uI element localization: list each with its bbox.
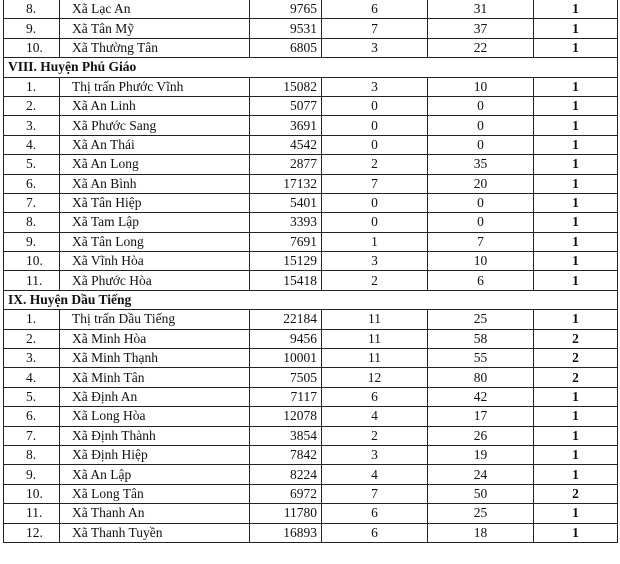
value-a-cell: 4 [322, 407, 428, 426]
grade-cell: 1 [534, 426, 618, 445]
population-cell: 2877 [250, 155, 322, 174]
value-a-cell: 0 [322, 116, 428, 135]
value-b-cell: 0 [428, 213, 534, 232]
commune-name: Xã Lạc An [60, 0, 250, 19]
row-number: 1. [4, 77, 60, 96]
grade-cell: 1 [534, 116, 618, 135]
commune-name: Xã Phước Hòa [60, 271, 250, 290]
value-a-cell: 4 [322, 465, 428, 484]
value-b-cell: 24 [428, 465, 534, 484]
grade-cell: 1 [534, 0, 618, 19]
value-a-cell: 0 [322, 135, 428, 154]
row-number: 8. [4, 445, 60, 464]
population-cell: 7842 [250, 445, 322, 464]
grade-cell: 1 [534, 19, 618, 38]
table-row [4, 252, 618, 271]
population-cell: 5077 [250, 96, 322, 115]
commune-name: Xã Tân Hiệp [60, 193, 250, 212]
value-b-cell: 42 [428, 387, 534, 406]
value-a-cell: 0 [322, 193, 428, 212]
table-row [4, 96, 618, 115]
value-b-cell: 0 [428, 135, 534, 154]
value-a-cell: 6 [322, 523, 428, 542]
population-cell: 9765 [250, 0, 322, 19]
grade-cell: 1 [534, 523, 618, 542]
grade-cell: 1 [534, 135, 618, 154]
grade-cell: 1 [534, 387, 618, 406]
value-a-cell: 3 [322, 252, 428, 271]
population-cell: 11780 [250, 504, 322, 523]
value-b-cell: 25 [428, 504, 534, 523]
commune-name: Xã An Thái [60, 135, 250, 154]
value-b-cell: 10 [428, 77, 534, 96]
commune-name: Thị trấn Dầu Tiếng [60, 310, 250, 329]
table-row [4, 465, 618, 484]
commune-name: Xã Thanh An [60, 504, 250, 523]
population-cell: 9531 [250, 19, 322, 38]
value-b-cell: 7 [428, 232, 534, 251]
row-number: 4. [4, 135, 60, 154]
value-a-cell: 3 [322, 77, 428, 96]
value-a-cell: 6 [322, 504, 428, 523]
table-row [4, 38, 618, 57]
row-number: 12. [4, 523, 60, 542]
population-cell: 9456 [250, 329, 322, 348]
row-number: 5. [4, 387, 60, 406]
value-a-cell: 11 [322, 329, 428, 348]
commune-name: Xã Long Tân [60, 484, 250, 503]
grade-cell: 1 [534, 271, 618, 290]
row-number: 9. [4, 465, 60, 484]
commune-name: Xã An Bình [60, 174, 250, 193]
grade-cell: 1 [534, 38, 618, 57]
commune-name: Xã Định Thành [60, 426, 250, 445]
row-number: 11. [4, 271, 60, 290]
commune-name: Xã An Lập [60, 465, 250, 484]
table-row [4, 0, 618, 19]
value-b-cell: 35 [428, 155, 534, 174]
grade-cell: 1 [534, 465, 618, 484]
row-number: 7. [4, 426, 60, 445]
row-number: 6. [4, 174, 60, 193]
grade-cell: 2 [534, 329, 618, 348]
population-cell: 3393 [250, 213, 322, 232]
value-a-cell: 7 [322, 174, 428, 193]
value-b-cell: 37 [428, 19, 534, 38]
commune-name: Xã Tam Lập [60, 213, 250, 232]
value-a-cell: 3 [322, 38, 428, 57]
value-a-cell: 6 [322, 387, 428, 406]
value-a-cell: 11 [322, 310, 428, 329]
grade-cell: 2 [534, 368, 618, 387]
value-a-cell: 11 [322, 349, 428, 368]
grade-cell: 1 [534, 77, 618, 96]
row-number: 3. [4, 116, 60, 135]
grade-cell: 1 [534, 174, 618, 193]
grade-cell: 1 [534, 155, 618, 174]
table-row [4, 426, 618, 445]
population-cell: 6972 [250, 484, 322, 503]
table-row [4, 368, 618, 387]
commune-name: Xã Minh Thạnh [60, 349, 250, 368]
row-number: 10. [4, 484, 60, 503]
grade-cell: 1 [534, 407, 618, 426]
value-b-cell: 0 [428, 116, 534, 135]
grade-cell: 1 [534, 232, 618, 251]
table-row [4, 77, 618, 96]
value-a-cell: 12 [322, 368, 428, 387]
table-row [4, 329, 618, 348]
row-number: 9. [4, 19, 60, 38]
section-title: VIII. Huyện Phú Giáo [4, 58, 618, 77]
value-b-cell: 58 [428, 329, 534, 348]
table-row [4, 387, 618, 406]
table-body [4, 0, 618, 542]
population-cell: 22184 [250, 310, 322, 329]
commune-name: Thị trấn Phước Vĩnh [60, 77, 250, 96]
value-a-cell: 2 [322, 271, 428, 290]
commune-name: Xã An Long [60, 155, 250, 174]
commune-table [3, 0, 618, 543]
value-a-cell: 6 [322, 0, 428, 19]
grade-cell: 1 [534, 252, 618, 271]
value-b-cell: 10 [428, 252, 534, 271]
population-cell: 17132 [250, 174, 322, 193]
value-b-cell: 0 [428, 96, 534, 115]
value-b-cell: 17 [428, 407, 534, 426]
row-number: 3. [4, 349, 60, 368]
value-b-cell: 6 [428, 271, 534, 290]
value-a-cell: 3 [322, 445, 428, 464]
row-number: 8. [4, 213, 60, 232]
table-row [4, 135, 618, 154]
grade-cell: 1 [534, 504, 618, 523]
row-number: 5. [4, 155, 60, 174]
commune-name: Xã Thanh Tuyền [60, 523, 250, 542]
value-b-cell: 55 [428, 349, 534, 368]
table-row [4, 116, 618, 135]
table-row [4, 19, 618, 38]
table-row [4, 155, 618, 174]
value-a-cell: 7 [322, 484, 428, 503]
table-row [4, 484, 618, 503]
grade-cell: 1 [534, 213, 618, 232]
row-number: 2. [4, 96, 60, 115]
row-number: 10. [4, 252, 60, 271]
row-number: 11. [4, 504, 60, 523]
value-b-cell: 50 [428, 484, 534, 503]
commune-name: Xã Thường Tân [60, 38, 250, 57]
commune-name: Xã Định An [60, 387, 250, 406]
population-cell: 6805 [250, 38, 322, 57]
value-a-cell: 0 [322, 96, 428, 115]
row-number: 4. [4, 368, 60, 387]
commune-name: Xã Long Hòa [60, 407, 250, 426]
commune-name: Xã Minh Hòa [60, 329, 250, 348]
table-row [4, 349, 618, 368]
population-cell: 7691 [250, 232, 322, 251]
population-cell: 7505 [250, 368, 322, 387]
row-number: 6. [4, 407, 60, 426]
value-a-cell: 1 [322, 232, 428, 251]
value-b-cell: 0 [428, 193, 534, 212]
grade-cell: 1 [534, 193, 618, 212]
row-number: 10. [4, 38, 60, 57]
table-row [4, 271, 618, 290]
commune-name: Xã An Linh [60, 96, 250, 115]
table-row [4, 213, 618, 232]
row-number: 1. [4, 310, 60, 329]
value-b-cell: 19 [428, 445, 534, 464]
value-b-cell: 20 [428, 174, 534, 193]
population-cell: 7117 [250, 387, 322, 406]
table-row [4, 504, 618, 523]
table-row [4, 310, 618, 329]
table-row [4, 445, 618, 464]
table-row [4, 193, 618, 212]
grade-cell: 1 [534, 310, 618, 329]
population-cell: 8224 [250, 465, 322, 484]
population-cell: 12078 [250, 407, 322, 426]
grade-cell: 1 [534, 445, 618, 464]
section-header-row [4, 58, 618, 77]
row-number: 8. [4, 0, 60, 19]
row-number: 2. [4, 329, 60, 348]
grade-cell: 2 [534, 484, 618, 503]
table-row [4, 232, 618, 251]
table-row [4, 174, 618, 193]
population-cell: 15418 [250, 271, 322, 290]
value-b-cell: 22 [428, 38, 534, 57]
value-b-cell: 18 [428, 523, 534, 542]
section-header-row [4, 290, 618, 309]
population-cell: 15129 [250, 252, 322, 271]
value-b-cell: 26 [428, 426, 534, 445]
commune-name: Xã Tân Long [60, 232, 250, 251]
grade-cell: 1 [534, 96, 618, 115]
row-number: 7. [4, 193, 60, 212]
table-row [4, 523, 618, 542]
population-cell: 5401 [250, 193, 322, 212]
population-cell: 3854 [250, 426, 322, 445]
commune-name: Xã Định Hiệp [60, 445, 250, 464]
value-b-cell: 25 [428, 310, 534, 329]
row-number: 9. [4, 232, 60, 251]
commune-name: Xã Phước Sang [60, 116, 250, 135]
population-cell: 4542 [250, 135, 322, 154]
grade-cell: 2 [534, 349, 618, 368]
commune-name: Xã Tân Mỹ [60, 19, 250, 38]
value-a-cell: 7 [322, 19, 428, 38]
population-cell: 15082 [250, 77, 322, 96]
commune-name: Xã Vĩnh Hòa [60, 252, 250, 271]
population-cell: 10001 [250, 349, 322, 368]
population-cell: 16893 [250, 523, 322, 542]
value-a-cell: 2 [322, 155, 428, 174]
population-cell: 3691 [250, 116, 322, 135]
value-a-cell: 0 [322, 213, 428, 232]
value-b-cell: 31 [428, 0, 534, 19]
section-title: IX. Huyện Dầu Tiếng [4, 290, 618, 309]
value-b-cell: 80 [428, 368, 534, 387]
table-row [4, 407, 618, 426]
commune-name: Xã Minh Tân [60, 368, 250, 387]
value-a-cell: 2 [322, 426, 428, 445]
